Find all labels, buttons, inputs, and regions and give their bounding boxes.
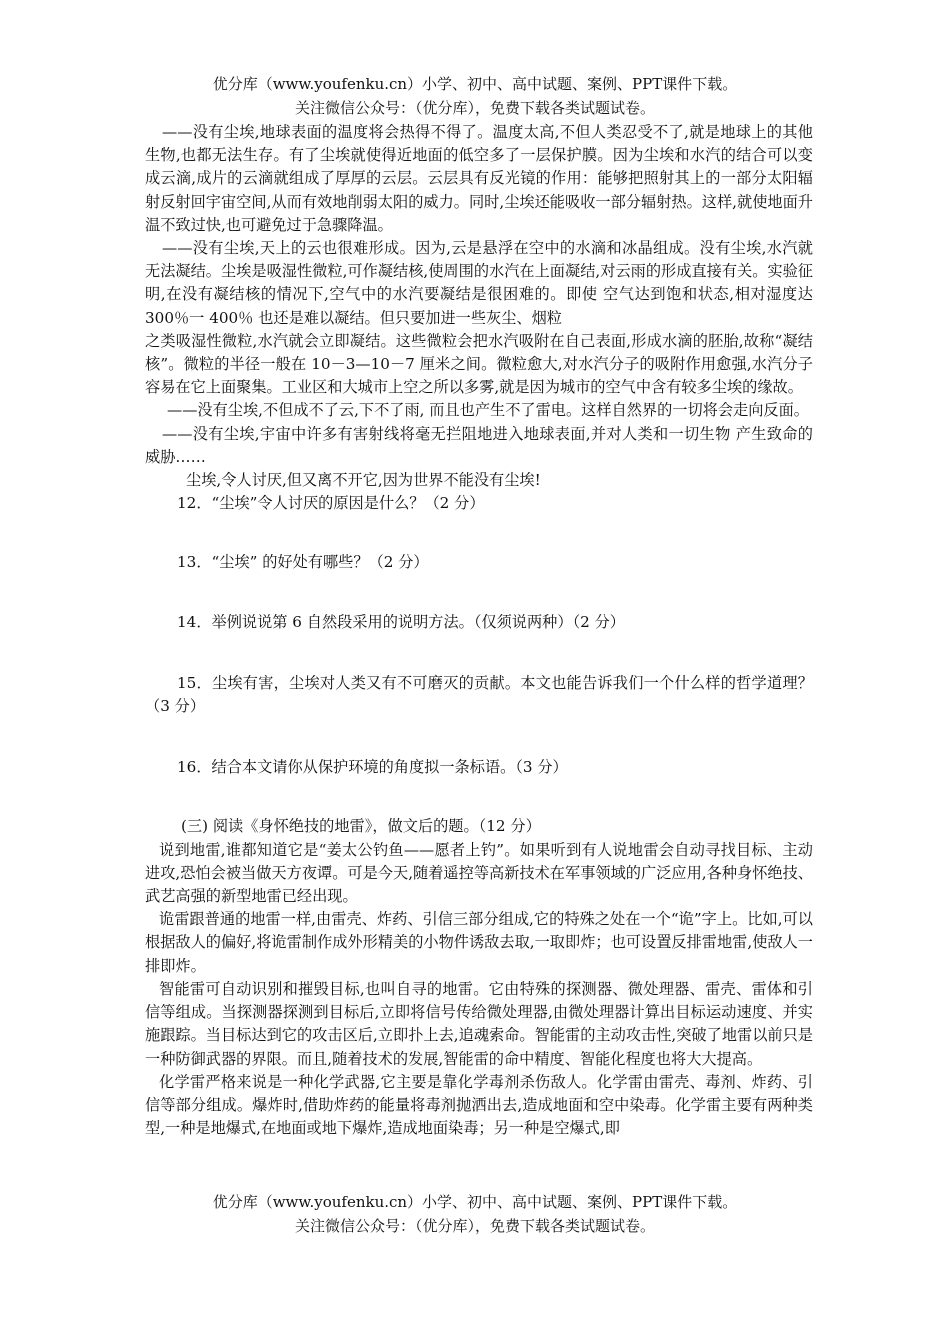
section-paragraph: 说到地雷,谁都知道它是“姜太公钓鱼——愿者上钓”。如果听到有人说地雷会自动寻找目标、主动进攻,恐怕会被当做天方夜谭。可是今天,随着遥控等高新技术在军事领域的广泛应用,各种身怀绝技、武艺高强的新型地雷已经出现。	[145, 840, 813, 906]
header-line-1: 优分库（www.youfenku.cn）小学、初中、高中试题、案例、PPT课件下载。	[212, 75, 738, 93]
question-13: 13．“尘埃” 的好处有哪些？（2 分）	[177, 553, 429, 572]
section-paragraph: 诡雷跟普通的地雷一样,由雷壳、炸药、引信三部分组成,它的特殊之处在一个“诡”字上。比如,可以根据敌人的偏好,将诡雷制作成外形精美的小物件诱敌去取,一取即炸；也可设置反排雷地雷,使敌人一排即炸。	[145, 910, 813, 975]
question-14: 14．举例说说第 6 自然段采用的说明方法。（仅须说两种）（2 分）	[177, 612, 625, 631]
passage-paragraph: ——没有尘埃,地球表面的温度将会热得不得了。温度太高,不但人类忍受不了,就是地球上的其他生物,也都无法生存。有了尘埃就使得近地面的低空多了一层保护膜。因为尘埃和水汽的结合可以变成云滴,成片的云滴就组成了厚厚的云层。云层具有反光镜的作用：能够把照射其上的一部分太阳辐射反射回宇宙空间,从而有效地削弱太阳的威力。同时,尘埃还能吸收一部分辐射热。这样,就使地面升温不致过快,也可避免过于急骤降温。	[145, 123, 813, 234]
passage-paragraph: ——没有尘埃,宇宙中许多有害射线将毫无拦阻地进入地球表面,并对人类和一切生物 产生致命的威胁……	[145, 424, 813, 466]
passage-paragraph: 之类吸湿性微粒,水汽就会立即凝结。这些微粒会把水汽吸附在自己表面,形成水滴的胚胎,故称“凝结核”。微粒的半径一般在 10－3—10－7 厘米之间。微粒愈大,对水汽分子的吸附作用愈强,水汽分子容易在它上面聚集。工业区和大城市上空之所以多雾,就是因为城市的空气中含有较多尘埃的缘故。	[145, 331, 813, 397]
question-15: 15．尘埃有害，尘埃对人类又有不可磨灭的贡献。本文也能告诉我们一个什么样的哲学道理？（3 分）	[145, 673, 813, 716]
passage-conclusion: 尘埃,令人讨厌,但又离不开它,因为世界不能没有尘埃!	[186, 471, 541, 490]
question-12: 12．“尘埃”令人讨厌的原因是什么？（2 分）	[177, 494, 485, 513]
header-line-2: 关注微信公众号：（优分库），免费下载各类试题试卷。	[294, 99, 655, 117]
section-title: (三) 阅读《身怀绝技的地雷》，做文后的题。（12 分）	[181, 817, 541, 836]
document-body	[145, 121, 813, 1140]
page-footer	[0, 1190, 950, 1238]
footer-line-1: 优分库（www.youfenku.cn）小学、初中、高中试题、案例、PPT课件下载。	[212, 1193, 738, 1211]
section-paragraph: 智能雷可自动识别和摧毁目标,也叫自寻的地雷。它由特殊的探测器、微处理器、雷壳、雷体和引信等组成。当探测器探测到目标后,立即将信号传给微处理器,由微处理器计算出目标运动速度、并实施跟踪。当目标达到它的攻击区后,立即扑上去,追魂索命。智能雷的主动攻击性,突破了地雷以前只是一种防御武器的界限。而且,随着技术的发展,智能雷的命中精度、智能化程度也将大大提高。	[145, 979, 813, 1068]
passage-paragraph: ——没有尘埃,天上的云也很难形成。因为,云是悬浮在空中的水滴和冰晶组成。没有尘埃,水汽就无法凝结。尘埃是吸湿性微粒,可作凝结核,使周围的水汽在上面凝结,对云雨的形成直接有关。实验征明,在没有凝结核的情况下,空气中的水汽要凝结是很困难的。即使 空气达到饱和状态,相对湿度达 300％一 400％ 也还是难以凝结。但只要加进一些灰尘、烟粒	[145, 239, 813, 327]
page-header	[0, 72, 950, 120]
footer-line-2: 关注微信公众号：（优分库），免费下载各类试题试卷。	[294, 1217, 655, 1235]
passage-paragraph: ——没有尘埃,不但成不了云,下不了雨, 而且也产生不了雷电。这样自然界的一切将会走向反面。	[167, 401, 809, 420]
section-paragraph: 化学雷严格来说是一种化学武器,它主要是靠化学毒剂杀伤敌人。化学雷由雷壳、毒剂、炸药、引信等部分组成。爆炸时,借助炸药的能量将毒剂抛洒出去,造成地面和空中染毒。化学雷主要有两种类型,一种是地爆式,在地面或地下爆炸,造成地面染毒；另一种是空爆式,即	[145, 1072, 813, 1138]
question-16: 16．结合本文请你从保护环境的角度拟一条标语。（3 分）	[177, 758, 568, 777]
